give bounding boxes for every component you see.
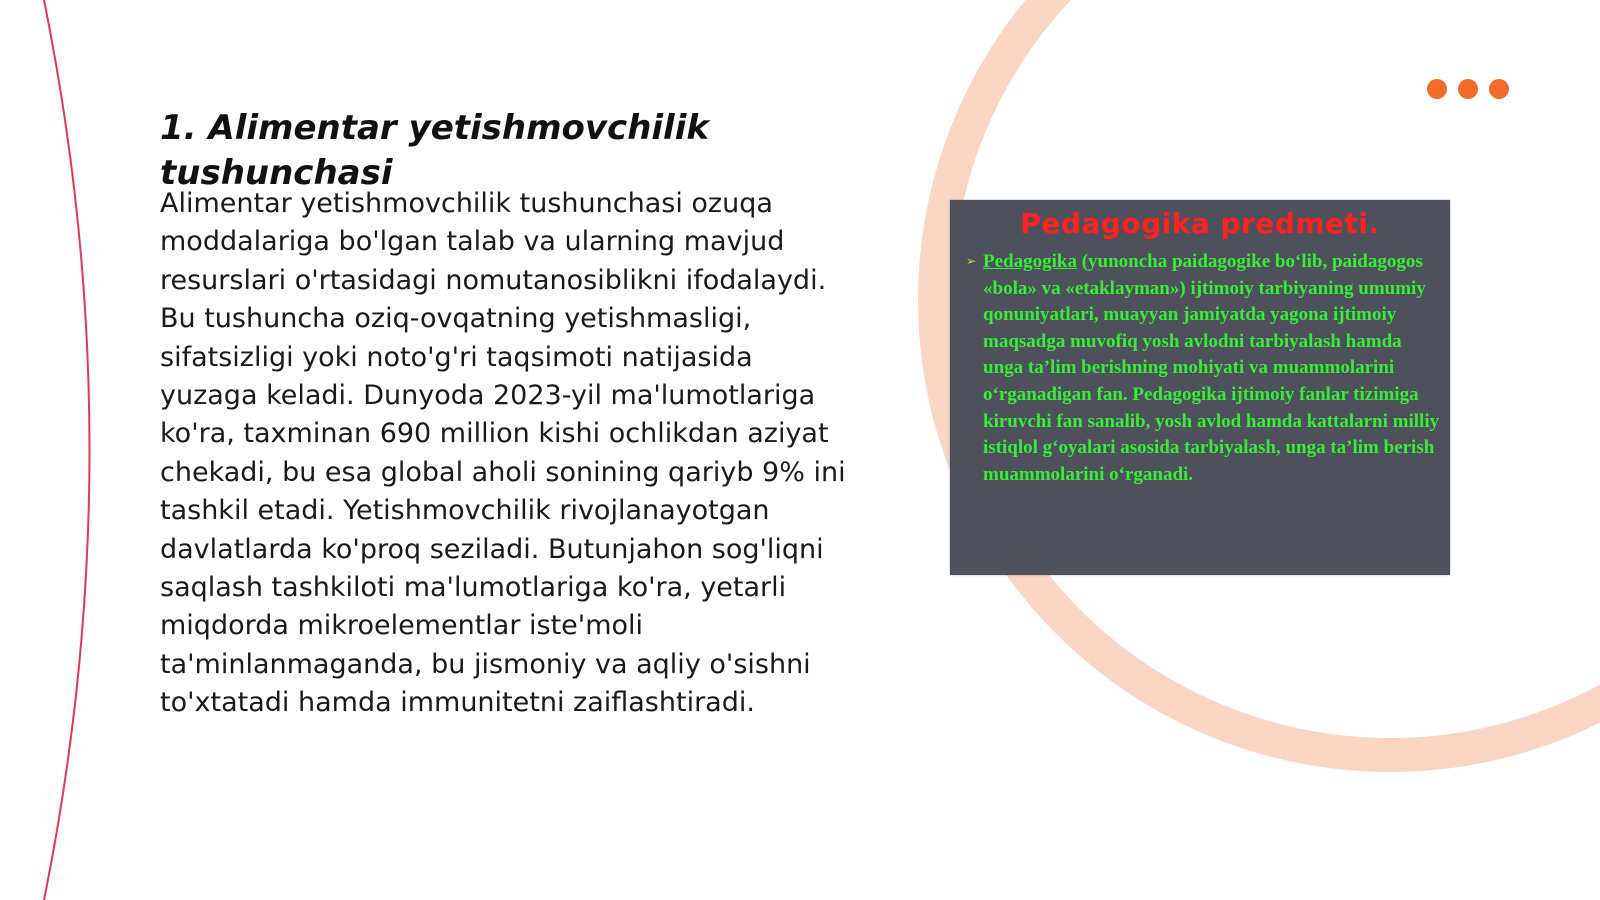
dot-icon [1458,79,1478,99]
slide-title: 1. Alimentar yetishmovchilik tushunchasi [160,108,709,193]
bullet-arrow-icon: ➢ [966,254,977,268]
three-dots-icon [1427,79,1509,99]
inset-heading: Pedagogika predmeti. [1020,207,1380,240]
inset-image-slide [950,200,1450,575]
inset-paragraph-text: (yunoncha paidagogike bo‘lib, paidagogos «bola» va «etaklayman») ijtimoiy tarbiyaning umumiy qonuniyatlari, muayyan jamiyatda yagona ijtimoiy maqsadga muvofiq yosh avlodni tarbiyalash hamda unga ta’lim berishning mohiyati va muammolarini o‘rganadigan fan. Pedagogika ijtimoiy fanlar tizimiga kiruvchi fan sanalib, yosh avlod hamda kattalarni milliy istiqlol g‘oyalari asosida tarbiyalash, unga ta’lim berish muammolarini o‘rganadi. [983,251,1440,485]
left-curve-line [44,0,90,900]
inset-link-word: Pedagogika [983,251,1077,272]
inset-paragraph [983,249,1441,488]
body-text: Alimentar yetishmovchilik tushunchasi ozuqa moddalariga bo'lgan talab va ularning mavjud resurslari o'rtasidagi nomutanosiblikni ifodalaydi. Bu tushuncha oziq-ovqatning yetishmasligi, sifatsizligi yoki noto'g'ri taqsimoti natijasida yuzaga keladi. Dunyoda 2023-yil ma'lumotlariga ko'ra, taxminan 690 million kishi ochlikdan aziyat chekadi, bu esa global aholi sonining qariyb 9% ini tashkil etadi. Yetishmovchilik rivojlanayotgan davlatlarda ko'proq seziladi. Butunjahon sog'liqni saqlash tashkiloti ma'lumotlariga ko'ra, yetarli miqdorda mikroelementlar iste'moli ta'minlanmaganda, bu jismoniy va aqliy o'sishni to'xtatadi hamda immunitetni zaiflashtiradi. [160,188,846,719]
dot-icon [1427,79,1447,99]
dot-icon [1489,79,1509,99]
